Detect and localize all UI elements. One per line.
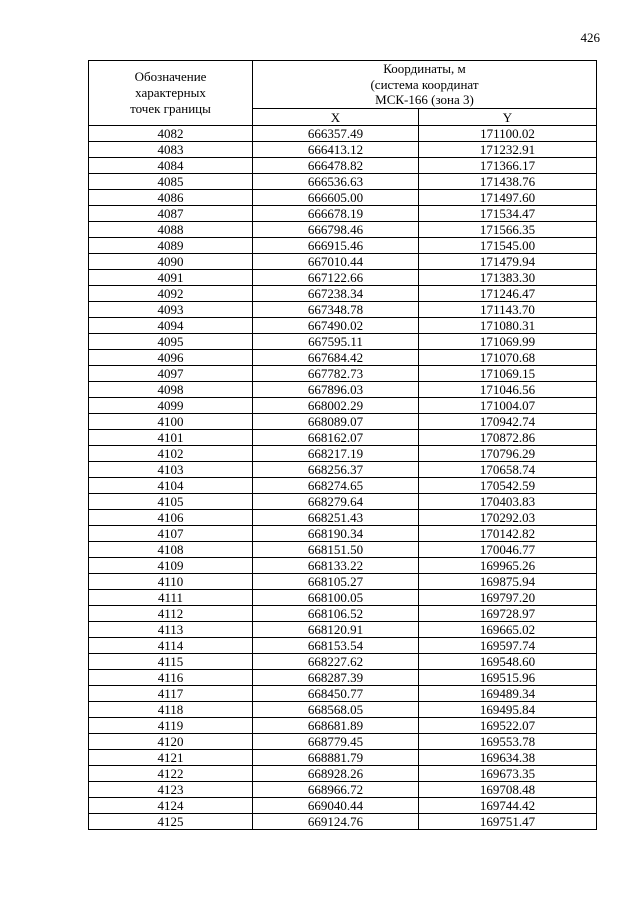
- table-row: [89, 302, 597, 318]
- point-id-cell: 4123: [89, 782, 253, 798]
- y-coordinate-cell: 169522.07: [419, 718, 597, 734]
- header-line: характерных: [135, 85, 206, 100]
- table-row: [89, 558, 597, 574]
- y-coordinate-cell: 171004.07: [419, 398, 597, 414]
- table-row: [89, 142, 597, 158]
- table-row: [89, 814, 597, 830]
- table-header: [89, 61, 597, 126]
- x-coordinate-cell: 668217.19: [253, 446, 419, 462]
- point-id-cell: 4093: [89, 302, 253, 318]
- table-row: [89, 478, 597, 494]
- x-coordinate-cell: 668002.29: [253, 398, 419, 414]
- y-coordinate-cell: 170292.03: [419, 510, 597, 526]
- table-row: [89, 334, 597, 350]
- table-row: [89, 206, 597, 222]
- y-coordinate-cell: 171232.91: [419, 142, 597, 158]
- table-row: [89, 398, 597, 414]
- point-id-cell: 4113: [89, 622, 253, 638]
- table-row: [89, 446, 597, 462]
- point-id-cell: 4101: [89, 430, 253, 446]
- point-id-cell: 4111: [89, 590, 253, 606]
- table-row: [89, 238, 597, 254]
- table-row: [89, 270, 597, 286]
- x-coordinate-cell: 666478.82: [253, 158, 419, 174]
- point-id-cell: 4117: [89, 686, 253, 702]
- x-coordinate-cell: 666678.19: [253, 206, 419, 222]
- y-coordinate-cell: 169875.94: [419, 574, 597, 590]
- table-row: [89, 654, 597, 670]
- y-coordinate-cell: 169728.97: [419, 606, 597, 622]
- x-coordinate-cell: 667782.73: [253, 366, 419, 382]
- y-coordinate-cell: 171534.47: [419, 206, 597, 222]
- table-row: [89, 622, 597, 638]
- point-id-cell: 4092: [89, 286, 253, 302]
- point-id-cell: 4125: [89, 814, 253, 830]
- header-line: (система координат: [370, 76, 479, 92]
- table-row: [89, 222, 597, 238]
- point-id-cell: 4086: [89, 190, 253, 206]
- point-column-header: [89, 61, 253, 126]
- y-coordinate-cell: 171479.94: [419, 254, 597, 270]
- x-coordinate-cell: 667122.66: [253, 270, 419, 286]
- table-row: [89, 382, 597, 398]
- table-row: [89, 542, 597, 558]
- point-id-cell: 4110: [89, 574, 253, 590]
- x-coordinate-cell: 668120.91: [253, 622, 419, 638]
- y-coordinate-cell: 171069.15: [419, 366, 597, 382]
- x-coordinate-cell: 668568.05: [253, 702, 419, 718]
- point-id-cell: 4114: [89, 638, 253, 654]
- y-coordinate-cell: 171438.76: [419, 174, 597, 190]
- x-coordinate-cell: 668279.64: [253, 494, 419, 510]
- point-id-cell: 4090: [89, 254, 253, 270]
- x-coordinate-cell: 666413.12: [253, 142, 419, 158]
- y-coordinate-cell: 171100.02: [419, 126, 597, 142]
- point-id-cell: 4088: [89, 222, 253, 238]
- x-coordinate-cell: 667896.03: [253, 382, 419, 398]
- x-coordinate-cell: 669124.76: [253, 814, 419, 830]
- table-row: [89, 526, 597, 542]
- point-id-cell: 4106: [89, 510, 253, 526]
- x-coordinate-cell: 668227.62: [253, 654, 419, 670]
- x-coordinate-cell: 666357.49: [253, 126, 419, 142]
- table-row: [89, 190, 597, 206]
- coordinates-column-header: [253, 61, 597, 109]
- y-coordinate-cell: 171046.56: [419, 382, 597, 398]
- point-id-cell: 4085: [89, 174, 253, 190]
- point-id-cell: 4122: [89, 766, 253, 782]
- x-coordinate-cell: 668256.37: [253, 462, 419, 478]
- x-coordinate-cell: 668151.50: [253, 542, 419, 558]
- point-id-cell: 4089: [89, 238, 253, 254]
- x-coordinate-cell: 666605.00: [253, 190, 419, 206]
- table-row: [89, 254, 597, 270]
- y-coordinate-cell: 169797.20: [419, 590, 597, 606]
- y-column-header: Y: [419, 109, 597, 126]
- point-id-cell: 4121: [89, 750, 253, 766]
- y-coordinate-cell: 170046.77: [419, 542, 597, 558]
- point-id-cell: 4094: [89, 318, 253, 334]
- x-coordinate-cell: 668100.05: [253, 590, 419, 606]
- point-id-cell: 4087: [89, 206, 253, 222]
- x-coordinate-cell: 668779.45: [253, 734, 419, 750]
- point-id-cell: 4124: [89, 798, 253, 814]
- point-id-cell: 4099: [89, 398, 253, 414]
- y-coordinate-cell: 170142.82: [419, 526, 597, 542]
- x-coordinate-cell: 668450.77: [253, 686, 419, 702]
- x-coordinate-cell: 668133.22: [253, 558, 419, 574]
- y-coordinate-cell: 171566.35: [419, 222, 597, 238]
- point-id-cell: 4116: [89, 670, 253, 686]
- point-id-cell: 4083: [89, 142, 253, 158]
- table-row: [89, 318, 597, 334]
- point-id-cell: 4115: [89, 654, 253, 670]
- table-row: [89, 590, 597, 606]
- y-coordinate-cell: 169548.60: [419, 654, 597, 670]
- table-row: [89, 718, 597, 734]
- x-coordinate-cell: 666915.46: [253, 238, 419, 254]
- point-id-cell: 4097: [89, 366, 253, 382]
- table-row: [89, 286, 597, 302]
- x-coordinate-cell: 669040.44: [253, 798, 419, 814]
- x-column-header: X: [253, 109, 419, 126]
- table-row: [89, 430, 597, 446]
- point-id-cell: 4098: [89, 382, 253, 398]
- y-coordinate-cell: 169708.48: [419, 782, 597, 798]
- page-number: 426: [580, 30, 600, 45]
- point-id-cell: 4105: [89, 494, 253, 510]
- x-coordinate-cell: 668190.34: [253, 526, 419, 542]
- y-coordinate-cell: 169744.42: [419, 798, 597, 814]
- point-id-cell: 4103: [89, 462, 253, 478]
- table-row: [89, 638, 597, 654]
- point-id-cell: 4108: [89, 542, 253, 558]
- point-id-cell: 4118: [89, 702, 253, 718]
- y-coordinate-cell: 170658.74: [419, 462, 597, 478]
- y-coordinate-cell: 171143.70: [419, 302, 597, 318]
- y-coordinate-cell: 169673.35: [419, 766, 597, 782]
- y-coordinate-cell: 169553.78: [419, 734, 597, 750]
- x-coordinate-cell: 666798.46: [253, 222, 419, 238]
- y-coordinate-cell: 171383.30: [419, 270, 597, 286]
- x-coordinate-cell: 668153.54: [253, 638, 419, 654]
- table-row: [89, 414, 597, 430]
- x-coordinate-cell: 668105.27: [253, 574, 419, 590]
- x-coordinate-cell: 668881.79: [253, 750, 419, 766]
- x-coordinate-cell: 668681.89: [253, 718, 419, 734]
- header-line: точек границы: [130, 101, 211, 116]
- x-coordinate-cell: 668089.07: [253, 414, 419, 430]
- table-row: [89, 670, 597, 686]
- point-id-cell: 4112: [89, 606, 253, 622]
- x-coordinate-cell: 668162.07: [253, 430, 419, 446]
- y-coordinate-cell: 171246.47: [419, 286, 597, 302]
- table-row: [89, 574, 597, 590]
- table-row: [89, 350, 597, 366]
- table-row: [89, 462, 597, 478]
- point-id-cell: 4095: [89, 334, 253, 350]
- table-row: [89, 750, 597, 766]
- point-id-cell: 4084: [89, 158, 253, 174]
- table-row: [89, 798, 597, 814]
- table-row: [89, 510, 597, 526]
- y-coordinate-cell: 170942.74: [419, 414, 597, 430]
- table-row: [89, 606, 597, 622]
- header-line: МСК-166 (зона 3): [375, 92, 474, 108]
- x-coordinate-cell: 668106.52: [253, 606, 419, 622]
- point-id-cell: 4102: [89, 446, 253, 462]
- x-coordinate-cell: 667348.78: [253, 302, 419, 318]
- x-coordinate-cell: 667010.44: [253, 254, 419, 270]
- table-row: [89, 686, 597, 702]
- y-coordinate-cell: 170542.59: [419, 478, 597, 494]
- point-id-cell: 4119: [89, 718, 253, 734]
- y-coordinate-cell: 171069.99: [419, 334, 597, 350]
- y-coordinate-cell: 169634.38: [419, 750, 597, 766]
- x-coordinate-cell: 667684.42: [253, 350, 419, 366]
- point-id-cell: 4109: [89, 558, 253, 574]
- y-coordinate-cell: 170872.86: [419, 430, 597, 446]
- table-row: [89, 126, 597, 142]
- point-id-cell: 4120: [89, 734, 253, 750]
- table-row: [89, 782, 597, 798]
- x-coordinate-cell: 667238.34: [253, 286, 419, 302]
- y-coordinate-cell: 169597.74: [419, 638, 597, 654]
- point-id-cell: 4107: [89, 526, 253, 542]
- y-coordinate-cell: 171070.68: [419, 350, 597, 366]
- table-row: [89, 766, 597, 782]
- y-coordinate-cell: 169751.47: [419, 814, 597, 830]
- table-row: [89, 174, 597, 190]
- y-coordinate-cell: 169965.26: [419, 558, 597, 574]
- table-row: [89, 734, 597, 750]
- y-coordinate-cell: 169665.02: [419, 622, 597, 638]
- point-id-cell: 4082: [89, 126, 253, 142]
- header-line: Координаты, м: [383, 61, 466, 77]
- coordinates-table: [88, 60, 597, 830]
- x-coordinate-cell: 666536.63: [253, 174, 419, 190]
- header-line: Обозначение: [134, 69, 207, 84]
- y-coordinate-cell: 169495.84: [419, 702, 597, 718]
- y-coordinate-cell: 169489.34: [419, 686, 597, 702]
- y-coordinate-cell: 171366.17: [419, 158, 597, 174]
- y-coordinate-cell: 170796.29: [419, 446, 597, 462]
- y-coordinate-cell: 171545.00: [419, 238, 597, 254]
- table-row: [89, 494, 597, 510]
- table-body: [89, 126, 597, 830]
- x-coordinate-cell: 667595.11: [253, 334, 419, 350]
- x-coordinate-cell: 668274.65: [253, 478, 419, 494]
- point-id-cell: 4104: [89, 478, 253, 494]
- y-coordinate-cell: 171080.31: [419, 318, 597, 334]
- y-coordinate-cell: 169515.96: [419, 670, 597, 686]
- x-coordinate-cell: 668251.43: [253, 510, 419, 526]
- table-row: [89, 158, 597, 174]
- point-id-cell: 4091: [89, 270, 253, 286]
- x-coordinate-cell: 668966.72: [253, 782, 419, 798]
- point-id-cell: 4096: [89, 350, 253, 366]
- y-coordinate-cell: 170403.83: [419, 494, 597, 510]
- y-coordinate-cell: 171497.60: [419, 190, 597, 206]
- table-row: [89, 702, 597, 718]
- x-coordinate-cell: 667490.02: [253, 318, 419, 334]
- table-row: [89, 366, 597, 382]
- x-coordinate-cell: 668928.26: [253, 766, 419, 782]
- x-coordinate-cell: 668287.39: [253, 670, 419, 686]
- point-id-cell: 4100: [89, 414, 253, 430]
